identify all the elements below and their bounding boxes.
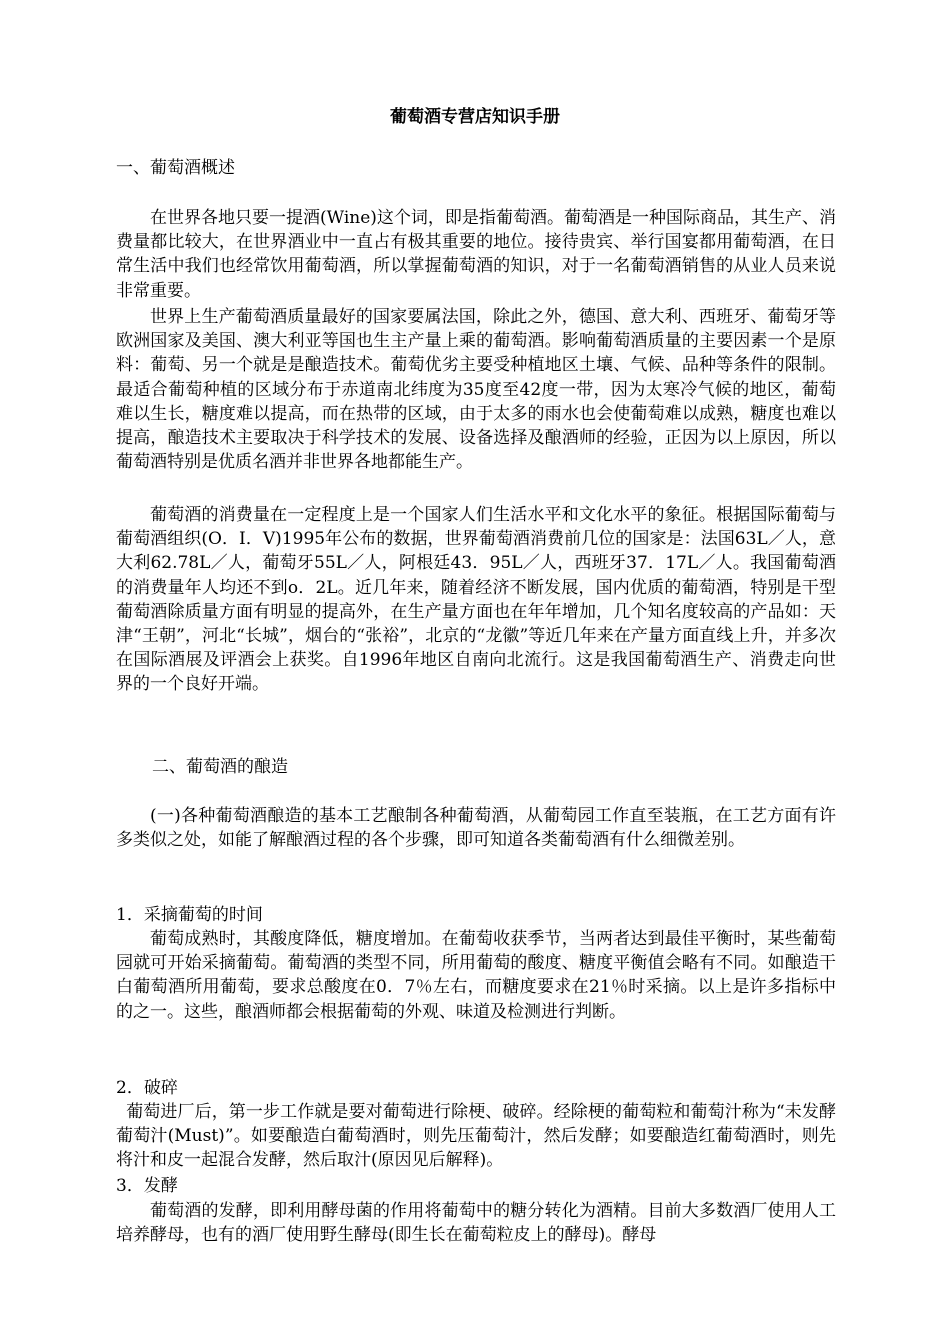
section-1-paragraph-2: 世界上生产葡萄酒质量最好的国家要属法国，除此之外，德国、意大利、西班牙、葡萄牙等欧洲国家及美国、澳大利亚等国也生主产量上乘的葡萄酒。影响葡萄酒质量的主要因素一个是原料：葡萄、另一个就是是酿造技术。葡萄优劣主要受种植地区土壤、气候、品种等条件的限制。最适合葡萄种植的区域分布于赤道南北纬度为35度至42度一带，因为太寒冷气候的地区，葡萄难以生长，糖度难以提高，而在热带的区域，由于太多的雨水也会使葡萄难以成熟，糖度也难以提高，酿造技术主要取决于科学技术的发展、设备选择及酿酒师的经验，正因为以上原因，所以葡萄酒特别是优质名酒并非世界各地都能生产。: [116, 307, 836, 473]
step-3-heading: 3．发酵: [116, 1176, 178, 1196]
step-1-text: 葡萄成熟时，其酸度降低，糖度增加。在葡萄收获季节，当两者达到最佳平衡时，某些葡萄园就可开始采摘葡萄。葡萄酒的类型不同，所用葡萄的酸度、糖度平衡值会略有不同。如酿造干白葡萄酒所用葡萄，要求总酸度在0．7％左右，而糖度要求在21％时采摘。以上是许多指标中的之一。这些，酿酒师都会根据葡萄的外观、味道及检测进行判断。: [116, 929, 836, 1022]
section-1-heading: 一、葡萄酒概述: [116, 158, 235, 178]
section-1-paragraph-1: 在世界各地只要一提酒(Wine)这个词，即是指葡萄酒。葡萄酒是一种国际商品，其生产、消费量都比较大，在世界酒业中一直占有极其重要的地位。接待贵宾、举行国宴都用葡萄酒，在日常生活中我们也经常饮用葡萄酒，所以掌握葡萄酒的知识，对于一名葡萄酒销售的从业人员来说非常重要。: [116, 208, 836, 301]
section-1-paragraph-3: 葡萄酒的消费量在一定程度上是一个国家人们生活水平和文化水平的象征。根据国际葡萄与葡萄酒组织(O．I．V)1995年公布的数据，世界葡萄酒消费前几位的国家是：法国63L／人，意大利62.78L／人，葡萄牙55L／人，阿根廷43．95L／人，西班牙37．17L／人。我国葡萄酒的消费量年人均还不到o．2L。近几年来，随着经济不断发展，国内优质的葡萄酒，特别是干型葡萄酒除质量方面有明显的提高外，在生产量方面也在年年增加，几个知名度较高的产品如：天津“王朝”，河北“长城”，烟台的“张裕”，北京的“龙徽”等近几年来在产量方面直线上升，并多次在国际酒展及评酒会上获奖。自1996年地区自南向北流行。这是我国葡萄酒生产、消费走向世界的一个良好开端。: [116, 505, 836, 695]
section-2-intro: (一)各种葡萄酒酿造的基本工艺酿制各种葡萄酒，从葡萄园工作直至装瓶，在工艺方面有许多类似之处，如能了解酿酒过程的各个步骤，即可知道各类葡萄酒有什么细微差别。: [116, 806, 836, 851]
step-2-heading: 2．破碎: [116, 1078, 178, 1098]
step-3-text: 葡萄酒的发酵，即利用酵母菌的作用将葡萄中的糖分转化为酒精。目前大多数酒厂使用人工培养酵母，也有的酒厂使用野生酵母(即生长在葡萄粒皮上的酵母)。酵母: [116, 1201, 836, 1246]
section-2-heading: 二、葡萄酒的酿造: [152, 757, 288, 777]
step-2-text: 葡萄进厂后，第一步工作就是要对葡萄进行除梗、破碎。经除梗的葡萄粒和葡萄汁称为“未发酵葡萄汁(Must)”。如要酿造白葡萄酒时，则先压葡萄汁，然后发酵；如要酿造红葡萄酒时，则先将汁和皮一起混合发酵，然后取汁(原因见后解释)。: [116, 1102, 836, 1171]
document-title: 葡萄酒专营店知识手册: [390, 107, 560, 127]
step-1-heading: 1．采摘葡萄的时间: [116, 905, 263, 925]
